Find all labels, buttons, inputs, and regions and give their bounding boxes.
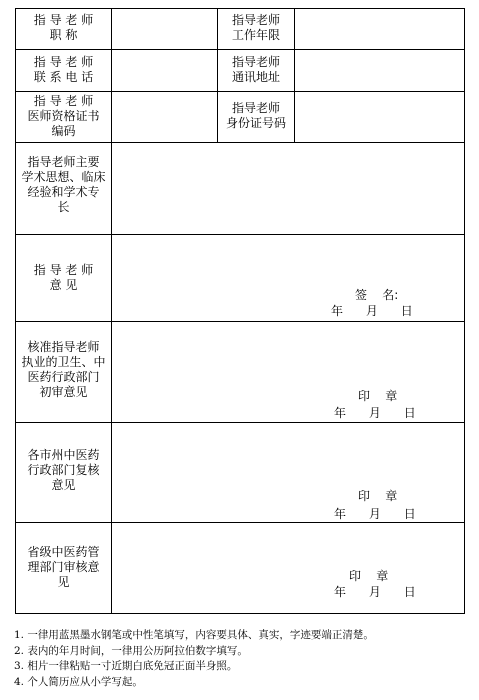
academic-thought-label: 指导老师主要 学术思想、临床 经验和学术专 长 <box>21 155 106 214</box>
instructor-title-label: 指 导 老 师 职 称 <box>33 13 94 42</box>
academic-thought-field[interactable] <box>112 143 464 234</box>
instructor-phone-field[interactable] <box>112 50 217 91</box>
date-label: 年 月 日 <box>334 406 416 420</box>
signature-label: 签 名: <box>355 288 399 302</box>
instructor-id-number-field[interactable] <box>295 92 464 142</box>
instructor-title-field[interactable] <box>112 9 217 49</box>
instructor-opinion-label: 指 导 老 师 意 见 <box>33 263 94 292</box>
seal-label: 印 章 <box>349 569 389 583</box>
note-item: 2. 表内的年月时间，一律用公历阿拉伯数字填写。 <box>14 644 248 657</box>
note-item: 4. 个人简历应从小学写起。 <box>14 675 143 688</box>
instructor-work-years-field[interactable] <box>295 9 464 49</box>
instructor-license-code-field[interactable] <box>112 92 217 142</box>
instructor-address-field[interactable] <box>295 50 464 91</box>
date-label: 年 月 日 <box>331 304 413 318</box>
instructor-phone-label: 指 导 老 师 联 系 电 话 <box>33 55 94 84</box>
seal-label: 印 章 <box>358 489 398 503</box>
table-border-bottom <box>15 613 465 614</box>
instructor-license-code-label: 指 导 老 师 医师资格证书 编码 <box>27 94 100 138</box>
provincial-tcm-audit-label: 省级中医药管 理部门审核意 见 <box>27 545 100 589</box>
date-label: 年 月 日 <box>334 585 416 599</box>
health-dept-review-label: 核准指导老师 执业的卫生、中 医药行政部门 初审意见 <box>21 340 106 399</box>
city-tcm-recheck-label: 各市州中医药 行政部门复核 意见 <box>27 448 100 492</box>
instructor-work-years-label: 指导老师 工作年限 <box>231 13 280 42</box>
date-label: 年 月 日 <box>334 507 416 521</box>
note-item: 1. 一律用蓝黑墨水钢笔或中性笔填写，内容要具体、真实，字迹要端正清楚。 <box>14 629 374 641</box>
form-notes <box>14 628 474 690</box>
table-border-right <box>464 8 465 614</box>
instructor-id-number-label: 指导老师 身份证号码 <box>225 101 286 130</box>
instructor-address-label: 指导老师 通讯地址 <box>231 55 280 84</box>
note-item: 3. 相片一律粘贴一寸近期白底免冠正面半身照。 <box>14 660 238 673</box>
seal-label: 印 章 <box>358 389 398 403</box>
